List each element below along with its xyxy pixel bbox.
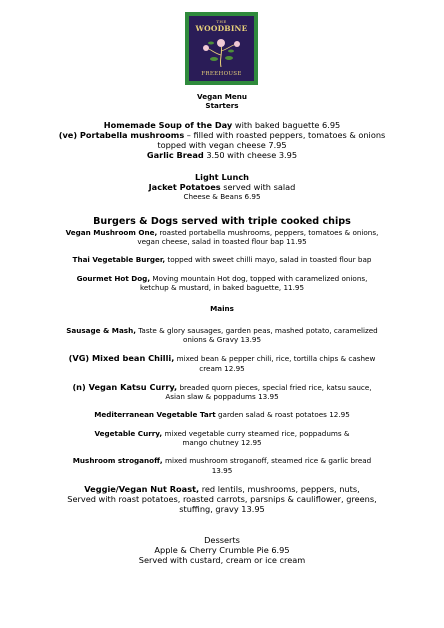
menu-content xyxy=(0,92,444,565)
logo-subtitle: FREEHOUSE xyxy=(201,71,242,77)
main-vegetable-curry: Vegetable Curry, mixed vegetable curry steamed rice, poppadums & xyxy=(94,428,350,438)
burger-hot-dog: Gourmet Hot Dog, Moving mountain Hot dog, topped with caramelized onions, xyxy=(76,273,368,283)
starters-heading: Starters xyxy=(205,101,239,111)
woodbine-logo xyxy=(185,12,258,85)
woodbine-flower-icon xyxy=(197,33,246,67)
burger-mushroom-one: Vegan Mushroom One, roasted portabella mushrooms, peppers, tomatoes & onions, xyxy=(65,227,379,237)
main-bean-chilli-cont: cream 12.95 xyxy=(199,363,245,373)
main-nut-roast-cont2: stuffing, gravy 13.95 xyxy=(179,503,265,514)
logo-panel xyxy=(189,16,254,81)
main-vegetable-tart: Mediterranean Vegetable Tart garden salad & roast potatoes 12.95 xyxy=(94,410,350,420)
menu-title: Vegan Menu xyxy=(197,92,247,101)
starter-mushrooms: (ve) Portabella mushrooms – filled with roasted peppers, tomatoes & onions xyxy=(58,129,386,140)
burger-mushroom-one-cont: vegan cheese, salad in toasted flour bap 11.95 xyxy=(137,237,307,247)
lunch-jacket-potatoes: Jacket Potatoes served with salad xyxy=(148,181,296,192)
starter-garlic-bread: Garlic Bread 3.50 with cheese 3.95 xyxy=(146,149,298,160)
main-mushroom-stroganoff-cont: 13.95 xyxy=(211,465,233,475)
logo-the-text: THE xyxy=(216,19,227,24)
main-katsu-curry: (n) Vegan Katsu Curry, breaded quorn pieces, special fried rice, katsu sauce, xyxy=(72,381,372,392)
dessert-serving: Served with custard, cream or ice cream xyxy=(138,554,306,565)
main-mushroom-stroganoff: Mushroom stroganoff, mixed mushroom stroganoff, steamed rice & garlic bread xyxy=(72,456,372,466)
lunch-jacket-extra: Cheese & Beans 6.95 xyxy=(183,191,261,201)
mains-heading: Mains xyxy=(210,304,234,314)
main-sausage-mash-cont: onions & Gravy 13.95 xyxy=(182,334,262,344)
burger-thai: Thai Vegetable Burger, topped with sweet chilli mayo, salad in toasted flour bap xyxy=(72,255,372,265)
main-nut-roast: Veggie/Vegan Nut Roast, red lentils, mushrooms, peppers, nuts, xyxy=(84,483,360,494)
burger-hot-dog-cont: ketchup & mustard, in baked baguette, 11.95 xyxy=(139,283,305,293)
starter-soup: Homemade Soup of the Day with baked baguette 6.95 xyxy=(103,119,341,130)
main-bean-chilli: (VG) Mixed bean Chilli, mixed bean & pepper chili, rice, tortilla chips & cashew xyxy=(68,353,376,364)
main-katsu-curry-cont: Asian slaw & poppadums 13.95 xyxy=(165,392,279,402)
logo-name-text: WOODBINE xyxy=(195,24,248,33)
main-vegetable-curry-cont: mango chutney 12.95 xyxy=(182,438,262,448)
starter-mushrooms-cont: topped with vegan cheese 7.95 xyxy=(157,139,287,150)
desserts-heading: Desserts xyxy=(204,534,240,545)
light-lunch-heading: Light Lunch xyxy=(194,171,250,182)
main-sausage-mash: Sausage & Mash, Taste & glory sausages, garden peas, mashed potato, caramelized xyxy=(66,325,378,335)
burgers-heading: Burgers & Dogs served with triple cooked chips xyxy=(93,215,351,227)
main-nut-roast-cont: Served with roast potatoes, roasted carrots, parsnips & cauliflower, greens, xyxy=(67,493,377,504)
dessert-crumble: Apple & Cherry Crumble Pie 6.95 xyxy=(154,544,290,555)
